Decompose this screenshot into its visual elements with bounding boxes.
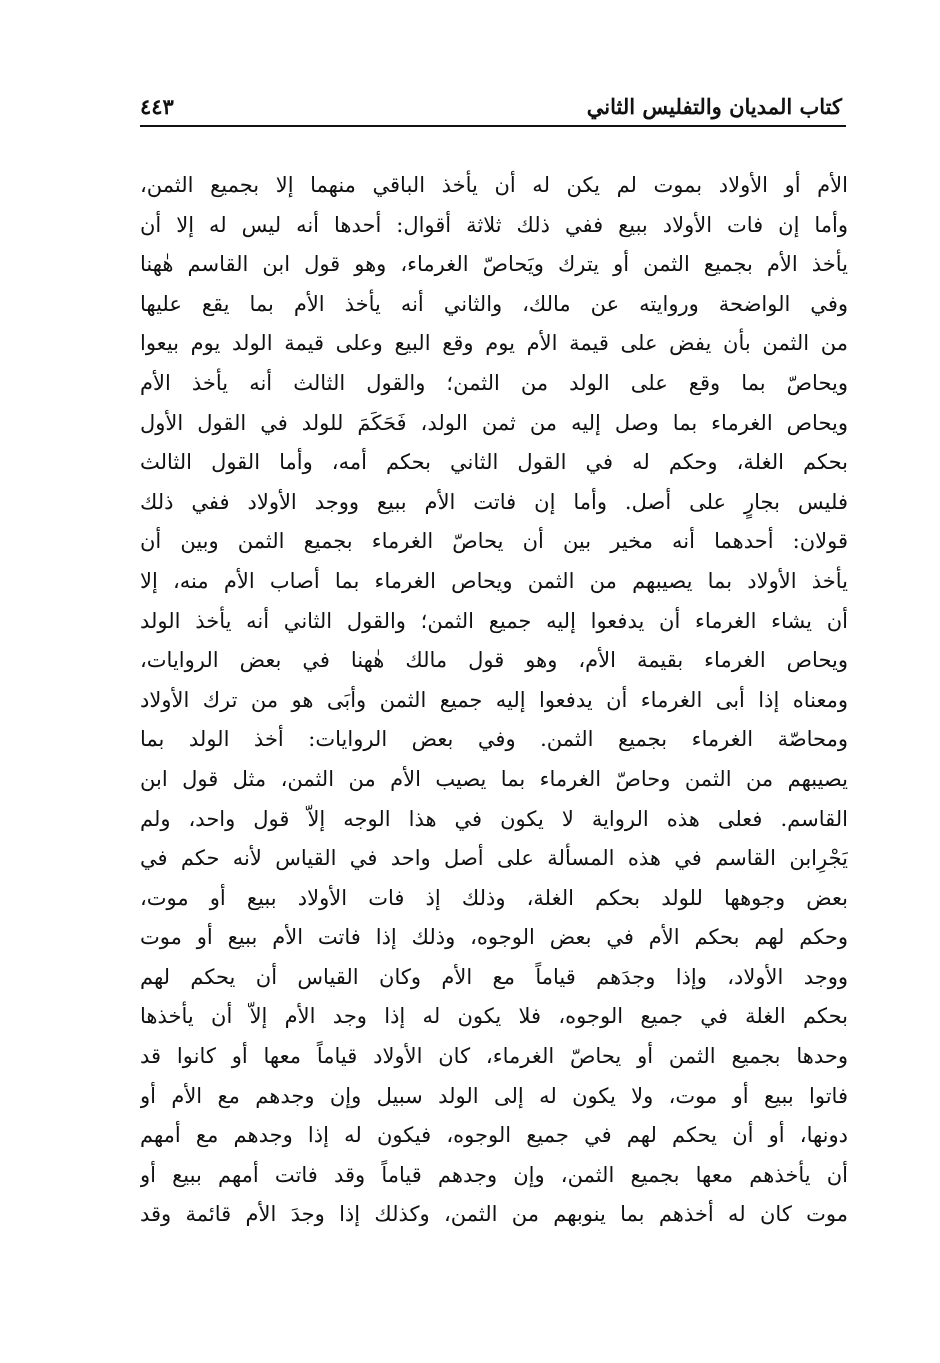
header-rule xyxy=(140,125,846,127)
text-line: القاسم. فعلى هذه الرواية لا يكون في هذا الوجه إلاّ قول واحد، ولم xyxy=(140,806,848,831)
text-line: أن يأخذهم معها بجميع الثمن، وإن وجدهم قياماً وقد فاتت أمهم ببيع أو xyxy=(140,1162,848,1187)
text-line: بحكم الغلة، وحكم له في القول الثاني بحكم أمه، وأما القول الثالث xyxy=(140,450,848,475)
text-line: يَجْرِابن القاسم في هذه المسألة على أصل واحد في القياس لأنه حكم في xyxy=(140,846,848,871)
running-header xyxy=(140,92,842,122)
text-line: قولان: أحدهما أنه مخير بين أن يحاصّ الغرماء بجميع الثمن وبين أن xyxy=(140,529,848,554)
body-text xyxy=(140,166,848,1235)
text-line: ويحاص الغرماء بما وصل إليه من ثمن الولد، فَحَكَمَ للولد في القول الأول xyxy=(140,410,848,435)
text-line: فاتوا ببيع أو موت، ولا يكون له إلى الولد سبيل وإن وجدهم مع الأم أو xyxy=(140,1083,848,1108)
text-line: دونها، أو أن يحكم لهم في جميع الوجوه، فيكون له إذا وجدهم مع أمهم xyxy=(140,1123,848,1148)
text-line: ومحاصّة الغرماء بجميع الثمن. وفي بعض الروايات: أخذ الولد بما xyxy=(140,727,848,752)
text-line: بحكم الغلة في جميع الوجوه، فلا يكون له إذا وجد الأم إلاّ أن يأخذها xyxy=(140,1004,848,1029)
text-line: الأم أو الأولاد بموت لم يكن له أن يأخذ الباقي منهما إلا بجميع الثمن، xyxy=(140,173,848,197)
text-line: فليس بجارٍ على أصل. وأما إن فاتت الأم ببيع ووجد الأولاد ففي ذلك xyxy=(140,489,848,514)
text-line: يصيبهم من الثمن وحاصّ الغرماء بما يصيب الأم من الثمن، مثل قول ابن xyxy=(140,766,848,791)
text-line: ووجد الأولاد، وإذا وجدَهم قياماً مع الأم وكان القياس أن يحكم لهم xyxy=(140,964,848,989)
text-line: أن يشاء الغرماء أن يدفعوا إليه جميع الثمن؛ والقول الثاني أنه يأخذ الولد xyxy=(140,608,848,633)
text-line: بعض وجوهها للولد بحكم الغلة، وذلك إذ فات الأولاد ببيع أو موت، xyxy=(140,885,848,910)
chapter-title: كتاب المديان والتفليس الثاني xyxy=(586,94,842,119)
text-line: من الثمن بأن يفض على قيمة الأم يوم وقع البيع وعلى قيمة الولد يوم بيعوا xyxy=(140,331,848,356)
page-number: ٤٤٣ xyxy=(140,94,174,119)
text-line: يأخذ الأم بجميع الثمن أو يترك ويَحاصّ الغرماء، وهو قول ابن القاسم هٰهنا xyxy=(140,252,848,277)
text-line: وفي الواضحة وروايته عن مالك، والثاني أنه يأخذ الأم بما يقع عليها xyxy=(140,291,848,316)
text-line: موت كان له أخذهم بما ينوبهم من الثمن، وكذلك إذا وجدَ الأم قائمة وقد xyxy=(140,1202,848,1227)
text-line: ويحاص الغرماء بقيمة الأم، وهو قول مالك هٰهنا في بعض الروايات، xyxy=(140,648,848,673)
text-line: وحكم لهم بحكم الأم في بعض الوجوه، وذلك إذا فاتت الأم ببيع أو موت xyxy=(140,925,848,950)
text-line: وحدها بجميع الثمن أو يحاصّ الغرماء، كان الأولاد قياماً معها أو كانوا قد xyxy=(140,1044,848,1069)
text-line: وأما إن فات الأولاد ببيع ففي ذلك ثلاثة أقوال: أحدها أنه ليس له إلا أن xyxy=(140,212,848,237)
text-line: ويحاصّ بما وقع على الولد من الثمن؛ والقول الثالث أنه يأخذ الأم xyxy=(140,370,848,395)
text-line: يأخذ الأولاد بما يصيبهم من الثمن ويحاص الغرماء بما أصاب الأم منه، إلا xyxy=(140,568,848,593)
text-line: ومعناه إذا أبى الغرماء أن يدفعوا إليه جميع الثمن وأبَى هو من ترك الأولاد xyxy=(140,687,848,712)
